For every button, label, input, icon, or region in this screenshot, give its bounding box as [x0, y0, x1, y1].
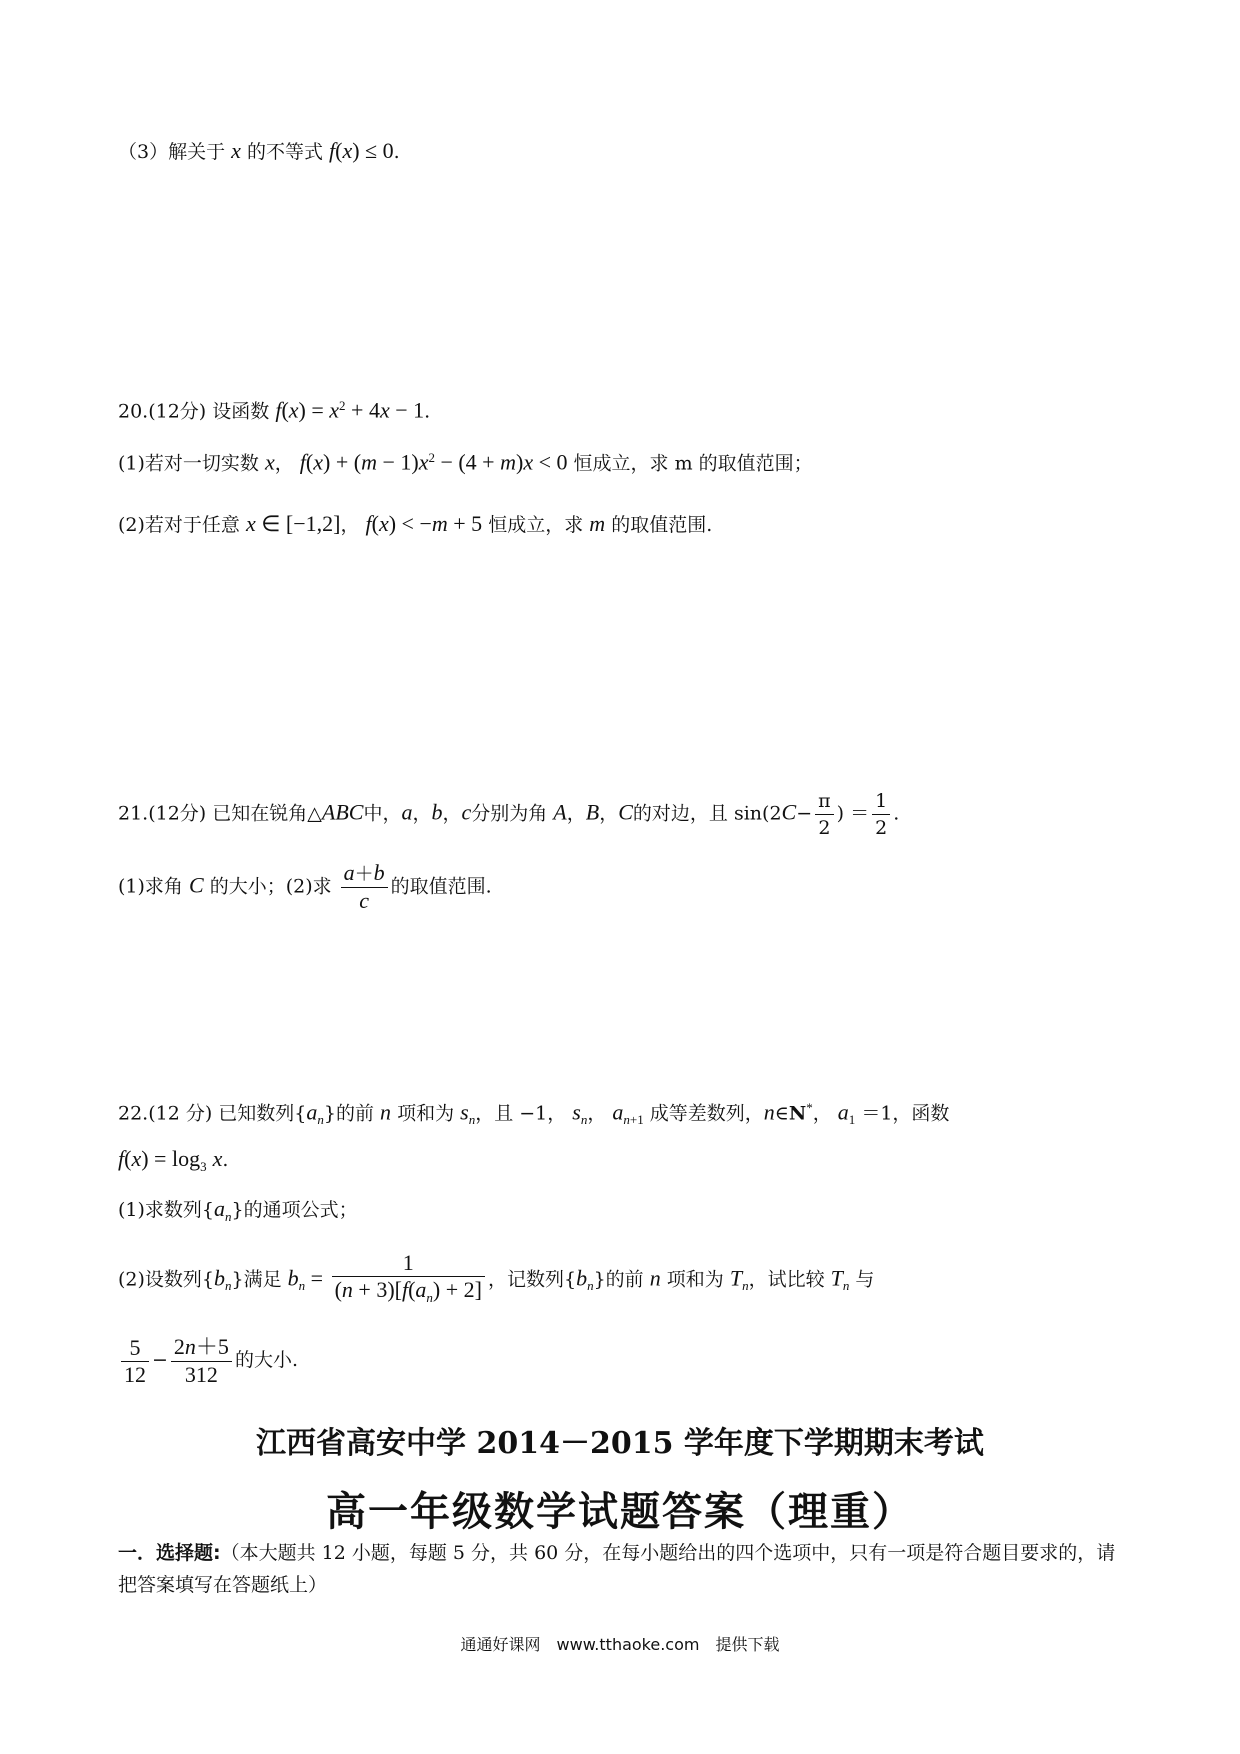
q20-part1: (1)若对一切实数 x， $f(x) + (m - 1)x^2 - (4 + m)x < 0$ 恒成立，求 m 的取值范围；	[118, 449, 813, 475]
q22-part1: (1)求数列$\{a_n\}$的通项公式；	[118, 1196, 358, 1224]
q22-part2: (2)设数列$\{b_n\}$满足 $b_n$ = $\frac{1}{(n + 3)[f(a_n) + 2]}$ ，记数列$\{b_n\}$的前 n 项和为 $T_n$，试比较 $T_n$ 与	[118, 1250, 875, 1305]
exam-title: 江西省高安中学 2014－2015 学年度下学期期末考试	[256, 1426, 984, 1461]
q22-part2b: $\frac{5}{12}$ − $\frac{2n+5}{312}$ 的大小.	[118, 1334, 298, 1388]
q21-stem: 21.(12分) 已知在锐角△ABC中，a，b，c分别为角 A，B，C的对边，且 sin(2C− $\frac{\pi}{2}$ ) ＝ $\frac{1}{2}$ .	[118, 790, 900, 839]
section-1-instructions	[118, 1537, 1128, 1601]
q22-stem2: $f(x) = \log_3 x$.	[118, 1146, 229, 1174]
q22-stem: 22.(12 分) 已知数列$\{a_n\}$的前 n 项和为 $s_n$，且 −1， $s_n$， $a_{n+1}$ 成等差数列，n∈N*， $a_1 =1$，函数	[118, 1099, 950, 1128]
section-1-label: 一．选择题:	[118, 1542, 221, 1564]
footer-source: 通通好课网 www.tthaoke.com 提供下载	[460, 1635, 780, 1654]
q19-part3: （3）解关于 x 的不等式 f(x) ≤ 0.	[118, 138, 400, 163]
section-1-text: （本大题共 12 小题，每题 5 分，共 60 分，在每小题给出的四个选项中，只有一项是符合题目要求的，请把答案填写在答题纸上）	[118, 1542, 1116, 1596]
q20-stem: 20.(12分) 设函数 $f(x) = x^2 + 4x - 1$.	[118, 397, 431, 423]
answers-title: 高一年级数学试题答案（理重）	[326, 1489, 914, 1535]
q20-part2: (2)若对于任意 x ∈ [−1,2]， f(x) < −m + 5 恒成立，求 m 的取值范围.	[118, 511, 713, 536]
q21-parts: (1)求角 C 的大小；(2)求 $\frac{a+b}{c}$ 的取值范围.	[118, 860, 492, 913]
